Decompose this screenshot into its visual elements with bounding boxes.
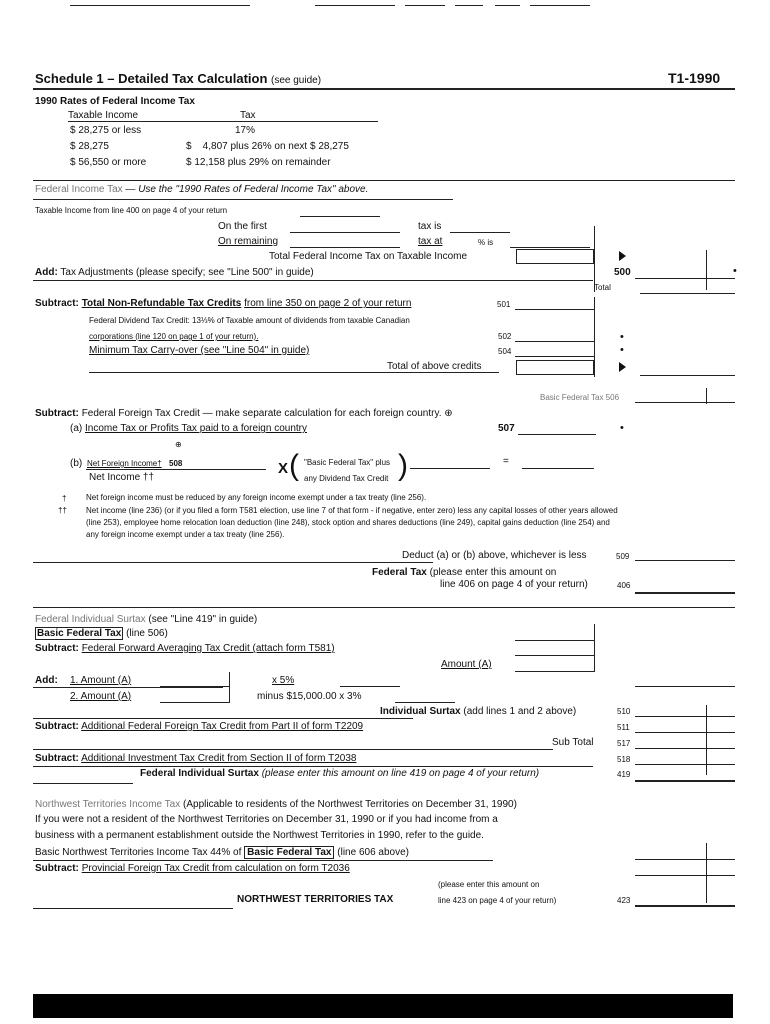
on-remaining-label: On remaining — [218, 236, 279, 247]
deduct-text: Deduct (a) or (b) above, whichever is less — [402, 550, 587, 561]
line-517-number: 517 — [617, 739, 631, 748]
top-rule-2 — [315, 5, 395, 6]
surtax-col-divider — [594, 624, 595, 672]
line-510-number: 510 — [617, 707, 631, 716]
basic-fed-tax-506 — [540, 393, 619, 403]
line-501-field[interactable] — [515, 309, 595, 310]
fed-tax-rule-2 — [33, 199, 453, 200]
nwt-prov-text: Provincial Foreign Tax Credit from calculation on form T2036 — [81, 863, 350, 874]
item1-result-field[interactable] — [635, 686, 735, 687]
surtax-forward — [35, 643, 335, 655]
line-501-number: 501 — [497, 300, 511, 309]
top-rule-3 — [405, 5, 445, 6]
invest-text: Additional Investment Tax Credit from Section II of form T2038 — [81, 753, 357, 764]
surtax-forward-field[interactable] — [515, 655, 595, 656]
surtax-heading — [35, 614, 257, 626]
surtax-item2: 2. Amount (A) — [70, 691, 132, 702]
tax-at-label: tax at — [418, 236, 443, 247]
foreign-b-label: (b) — [70, 458, 83, 469]
line-510-field[interactable] — [635, 716, 735, 717]
amount-a-label: Amount (A) — [441, 659, 492, 670]
line-406-field[interactable] — [635, 592, 735, 594]
bullet-507: • — [620, 422, 624, 434]
arrow-right-icon-2 — [619, 362, 626, 372]
line-507-number: 507 — [498, 423, 515, 434]
invest-subtract-label: Subtract: — [35, 753, 79, 764]
line-504-number: 504 — [498, 347, 512, 356]
page-title — [35, 71, 321, 87]
line-509-number: 509 — [616, 552, 630, 561]
nwt-subtract-label: Subtract: — [35, 863, 79, 874]
bracket-open-icon: ( — [289, 449, 299, 482]
note2-mark: †† — [58, 506, 67, 515]
surtax-rule — [33, 607, 735, 608]
surtax-subtract-label: Subtract: — [35, 643, 79, 654]
fis-rule — [33, 783, 133, 784]
surtax-basic-box: Basic Federal Tax — [37, 628, 122, 639]
top-rule-1 — [70, 5, 250, 6]
form-code: T1-1990 — [668, 70, 721, 86]
amount-a-field[interactable] — [515, 671, 595, 672]
foreign-a-label: (a) — [70, 423, 83, 434]
line-509-field[interactable] — [635, 560, 735, 561]
part2-text: Additional Federal Foreign Tax Credit from Part II of form T2209 — [81, 721, 364, 732]
nwt-basic-field[interactable] — [635, 859, 735, 860]
bullet-500: • — [733, 265, 737, 277]
on-first-field[interactable] — [290, 232, 400, 233]
note1-text: Net foreign income must be reduced by any foreign income exempt under a tax treaty (line 256). — [86, 493, 427, 502]
fed-tax-heading-text: Federal Income Tax — [35, 184, 123, 195]
adjust-rule — [33, 280, 593, 281]
note1-mark: † — [62, 494, 67, 503]
individual-surtax-label: Individual Surtax — [380, 706, 461, 717]
nwt-note-2: line 423 on page 4 of your return) — [438, 896, 557, 905]
total-credits-box[interactable] — [516, 360, 594, 375]
min-tax-text: Minimum Tax Carry-over (see "Line 504" in guide) — [89, 345, 310, 356]
line-406-number: 406 — [617, 581, 631, 590]
line-502-field[interactable] — [515, 341, 595, 342]
nwt-heading-note: (Applicable to residents of the Northwest Territories on December 31, 1990) — [183, 799, 517, 810]
line-423-number: 423 — [617, 896, 631, 905]
surtax-add-label: Add: — [35, 675, 58, 686]
line-511-number: 511 — [617, 723, 630, 732]
bracket-close-icon: ) — [398, 449, 408, 482]
credits-result-field[interactable] — [640, 375, 735, 376]
total-fed-tax-box[interactable] — [516, 249, 594, 264]
tax-at-field[interactable] — [510, 247, 590, 248]
fis-note: (please enter this amount on line 419 on page 4 of your return) — [261, 768, 540, 779]
nwt-basic-text: Basic Northwest Territories Income Tax 44% of — [35, 847, 242, 858]
foreign-symbol-2: ⊕ — [175, 440, 182, 449]
top-rule-4 — [455, 5, 483, 6]
line-423-field[interactable] — [635, 905, 735, 907]
surtax-rule-2 — [33, 718, 413, 719]
fed-tax-heading-note: — Use the "1990 Rates of Federal Income Tax" above. — [125, 184, 369, 195]
total-fed-tax-label: Total Federal Income Tax on Taxable Income — [269, 251, 468, 262]
header-rule — [33, 88, 735, 90]
nwt-prov-field[interactable] — [635, 875, 735, 876]
nwt-basic-line: (line 606 above) — [337, 847, 409, 858]
fis-label: Federal Individual Surtax — [140, 768, 259, 779]
credits-col-divider — [594, 297, 595, 377]
arrow-right-icon — [619, 251, 626, 261]
total-credits-label: Total of above credits — [387, 361, 482, 372]
surtax-rule-3 — [33, 749, 553, 750]
pct-is-label: % is — [478, 238, 494, 247]
foreign-credit-text: Federal Foreign Tax Credit — make separate calculation for each foreign country. — [81, 408, 442, 419]
nwt-col-divider — [706, 843, 707, 903]
net-income-label: Net Income †† — [89, 472, 155, 483]
title-text: Schedule 1 – Detailed Tax Calculation — [35, 71, 268, 86]
foreign-a-text: Income Tax or Profits Tax paid to a foreign country — [85, 423, 307, 434]
surtax-forward-text: Federal Forward Averaging Tax Credit (attach form T581) — [81, 643, 335, 654]
nwt-note-1: (please enter this amount on — [438, 880, 540, 889]
surtax-item1: 1. Amount (A) — [70, 675, 132, 686]
rates-col-tax: Tax — [240, 110, 256, 121]
surtax-basic-field[interactable] — [515, 640, 595, 641]
nwt-rule — [33, 860, 493, 861]
line-419-field[interactable] — [635, 780, 735, 782]
line-518-number: 518 — [617, 755, 631, 764]
surtax-heading-note: (see "Line 419" in guide) — [148, 614, 258, 625]
times-sign: X — [278, 460, 289, 477]
bracket-result-field[interactable] — [410, 468, 490, 469]
equals-sign: = — [503, 456, 509, 467]
subtract-nonref — [35, 298, 411, 310]
basic-fed-tax-label: Basic Federal Tax — [540, 393, 604, 402]
foreign-b-result-field[interactable] — [522, 468, 594, 469]
line-511-field[interactable] — [635, 732, 735, 733]
line-508-number: 508 — [169, 459, 183, 468]
surtax-item2-calc: minus $15,000.00 x 3% — [257, 691, 362, 702]
fed-tax-heading — [35, 184, 368, 196]
rates-row-1-income: $ 28,275 or less — [70, 125, 142, 136]
bullet-502: • — [620, 331, 624, 343]
surtax-basic-line: (line 506) — [126, 628, 168, 639]
nonref-label: Total Non-Refundable Tax Credits — [81, 298, 242, 309]
deduct-rule — [33, 562, 433, 563]
line-504-field[interactable] — [515, 356, 595, 357]
top-rule-6 — [530, 5, 590, 6]
nwt-heading-text: Northwest Territories Income Tax — [35, 799, 181, 810]
line-419-number: 419 — [617, 770, 631, 779]
surtax-item1-calc: x 5% — [272, 675, 295, 686]
item1-calc-field[interactable] — [340, 686, 400, 687]
on-remaining-field[interactable] — [290, 247, 400, 248]
add-label: Add: — [35, 267, 58, 278]
rates-underline — [68, 121, 378, 122]
line-506-field[interactable] — [635, 402, 735, 403]
taxable-income-label: Taxable Income from line 400 on page 4 of your return — [35, 206, 228, 215]
bracket-text-2: any Dividend Tax Credit — [304, 474, 389, 483]
nwt-basic — [35, 847, 409, 859]
foreign-credit-heading — [35, 408, 453, 420]
rates-row-3-income: $ 56,550 or more — [70, 157, 147, 168]
tax-is-label: tax is — [418, 221, 442, 232]
line-518-field[interactable] — [635, 764, 735, 765]
nonref-text: from line 350 on page 2 of your return — [244, 298, 412, 309]
rates-row-1-tax: 17% — [235, 125, 256, 136]
rates-row-3-tax: $ 12,158 plus 29% on remainder — [186, 157, 331, 168]
individual-surtax-note: (add lines 1 and 2 above) — [463, 706, 577, 717]
line-502-number: 502 — [498, 332, 512, 341]
col-divider-506 — [706, 388, 707, 404]
fed-tax-final-note-1: (please enter this amount on — [429, 567, 557, 578]
add-rule — [33, 687, 223, 688]
individual-surtax — [380, 706, 576, 718]
item-divider — [229, 672, 230, 702]
invest-row — [35, 753, 356, 765]
line-517-field[interactable] — [635, 748, 735, 749]
tax-is-field[interactable] — [450, 232, 510, 233]
col-divider-2 — [706, 250, 707, 290]
nwt-final-label: NORTHWEST TERRITORIES TAX — [237, 894, 394, 905]
line-507-field[interactable] — [518, 434, 596, 435]
on-first-label: On the first — [218, 221, 267, 232]
see-guide: (see guide) — [271, 75, 322, 86]
part2-subtract-label: Subtract: — [35, 721, 79, 732]
add-adjustments-text: Tax Adjustments (please specify; see "Line 500" in guide) — [60, 267, 314, 278]
line-500-number: 500 — [614, 267, 631, 278]
line-506-number: 506 — [605, 393, 620, 402]
subtract-label: Subtract: — [35, 298, 79, 309]
part2-row — [35, 721, 363, 733]
total-field[interactable] — [640, 293, 735, 294]
item2-calc-field[interactable] — [395, 702, 455, 703]
add-adjustments — [35, 267, 314, 279]
bullet-504: • — [620, 344, 624, 356]
taxable-income-field[interactable] — [300, 216, 380, 217]
rates-col-income: Taxable Income — [68, 110, 139, 121]
surtax-rule-4 — [33, 766, 593, 767]
nwt-heading — [35, 799, 517, 811]
nwt-basic-box: Basic Federal Tax — [244, 846, 334, 859]
surtax-basic — [35, 628, 168, 640]
surtax-heading-text: Federal Individual Surtax — [35, 614, 146, 625]
foreign-symbol: ⊕ — [444, 408, 453, 419]
nwt-final-rule — [33, 908, 233, 909]
dividend-text-2: corporations (line 120 on page 1 of your return). — [89, 332, 259, 341]
foreign-subtract-label: Subtract: — [35, 408, 79, 419]
net-foreign-income: Net Foreign Income† — [87, 459, 162, 468]
line-500-field[interactable] — [635, 278, 735, 279]
bottom-black-band — [33, 994, 733, 1018]
rates-row-2-tax: $ 4,807 plus 26% on next $ 28,275 — [186, 141, 349, 152]
note2-text: Net income (line 236) (or if you filed a form T581 election, use line 7 of that form - if negative, enter zero) less any capital losses of other years allowed (line 253), employee home relocation loan deduction (line 248), stock option and shares deductions (line 249), capital gains deduction (line 254) and any foreign income exempt under a tax treaty (line 256). — [86, 506, 618, 539]
fed-tax-final-label: Federal Tax — [372, 567, 427, 578]
nwt-prov — [35, 863, 350, 875]
total-word: Total — [594, 283, 611, 292]
fed-tax-final-note-2: line 406 on page 4 of your return) — [440, 579, 588, 590]
bracket-text-1: "Basic Federal Tax" plus — [304, 458, 391, 467]
foreign-a — [70, 423, 307, 435]
rates-row-2-income: $ 28,275 — [70, 141, 109, 152]
fis-row — [140, 768, 539, 780]
dividend-text-1: Federal Dividend Tax Credit: 13⅓% of Taxable amount of dividends from taxable Canadian — [89, 316, 410, 325]
rates-heading: 1990 Rates of Federal Income Tax — [35, 96, 195, 107]
subtotal-label: Sub Total — [552, 737, 594, 748]
fed-tax-final — [372, 567, 556, 579]
fed-tax-rule — [33, 180, 735, 181]
item2-field[interactable] — [160, 702, 230, 703]
nwt-para-1: If you were not a resident of the Northwest Territories on December 31, 1990 or if you had income from a — [35, 814, 498, 825]
fraction-bar — [86, 469, 266, 470]
nwt-para-2: business with a permanent establishment outside the Northwest Territories in 1990, refer to the guide. — [35, 830, 484, 841]
top-rule-5 — [495, 5, 520, 6]
